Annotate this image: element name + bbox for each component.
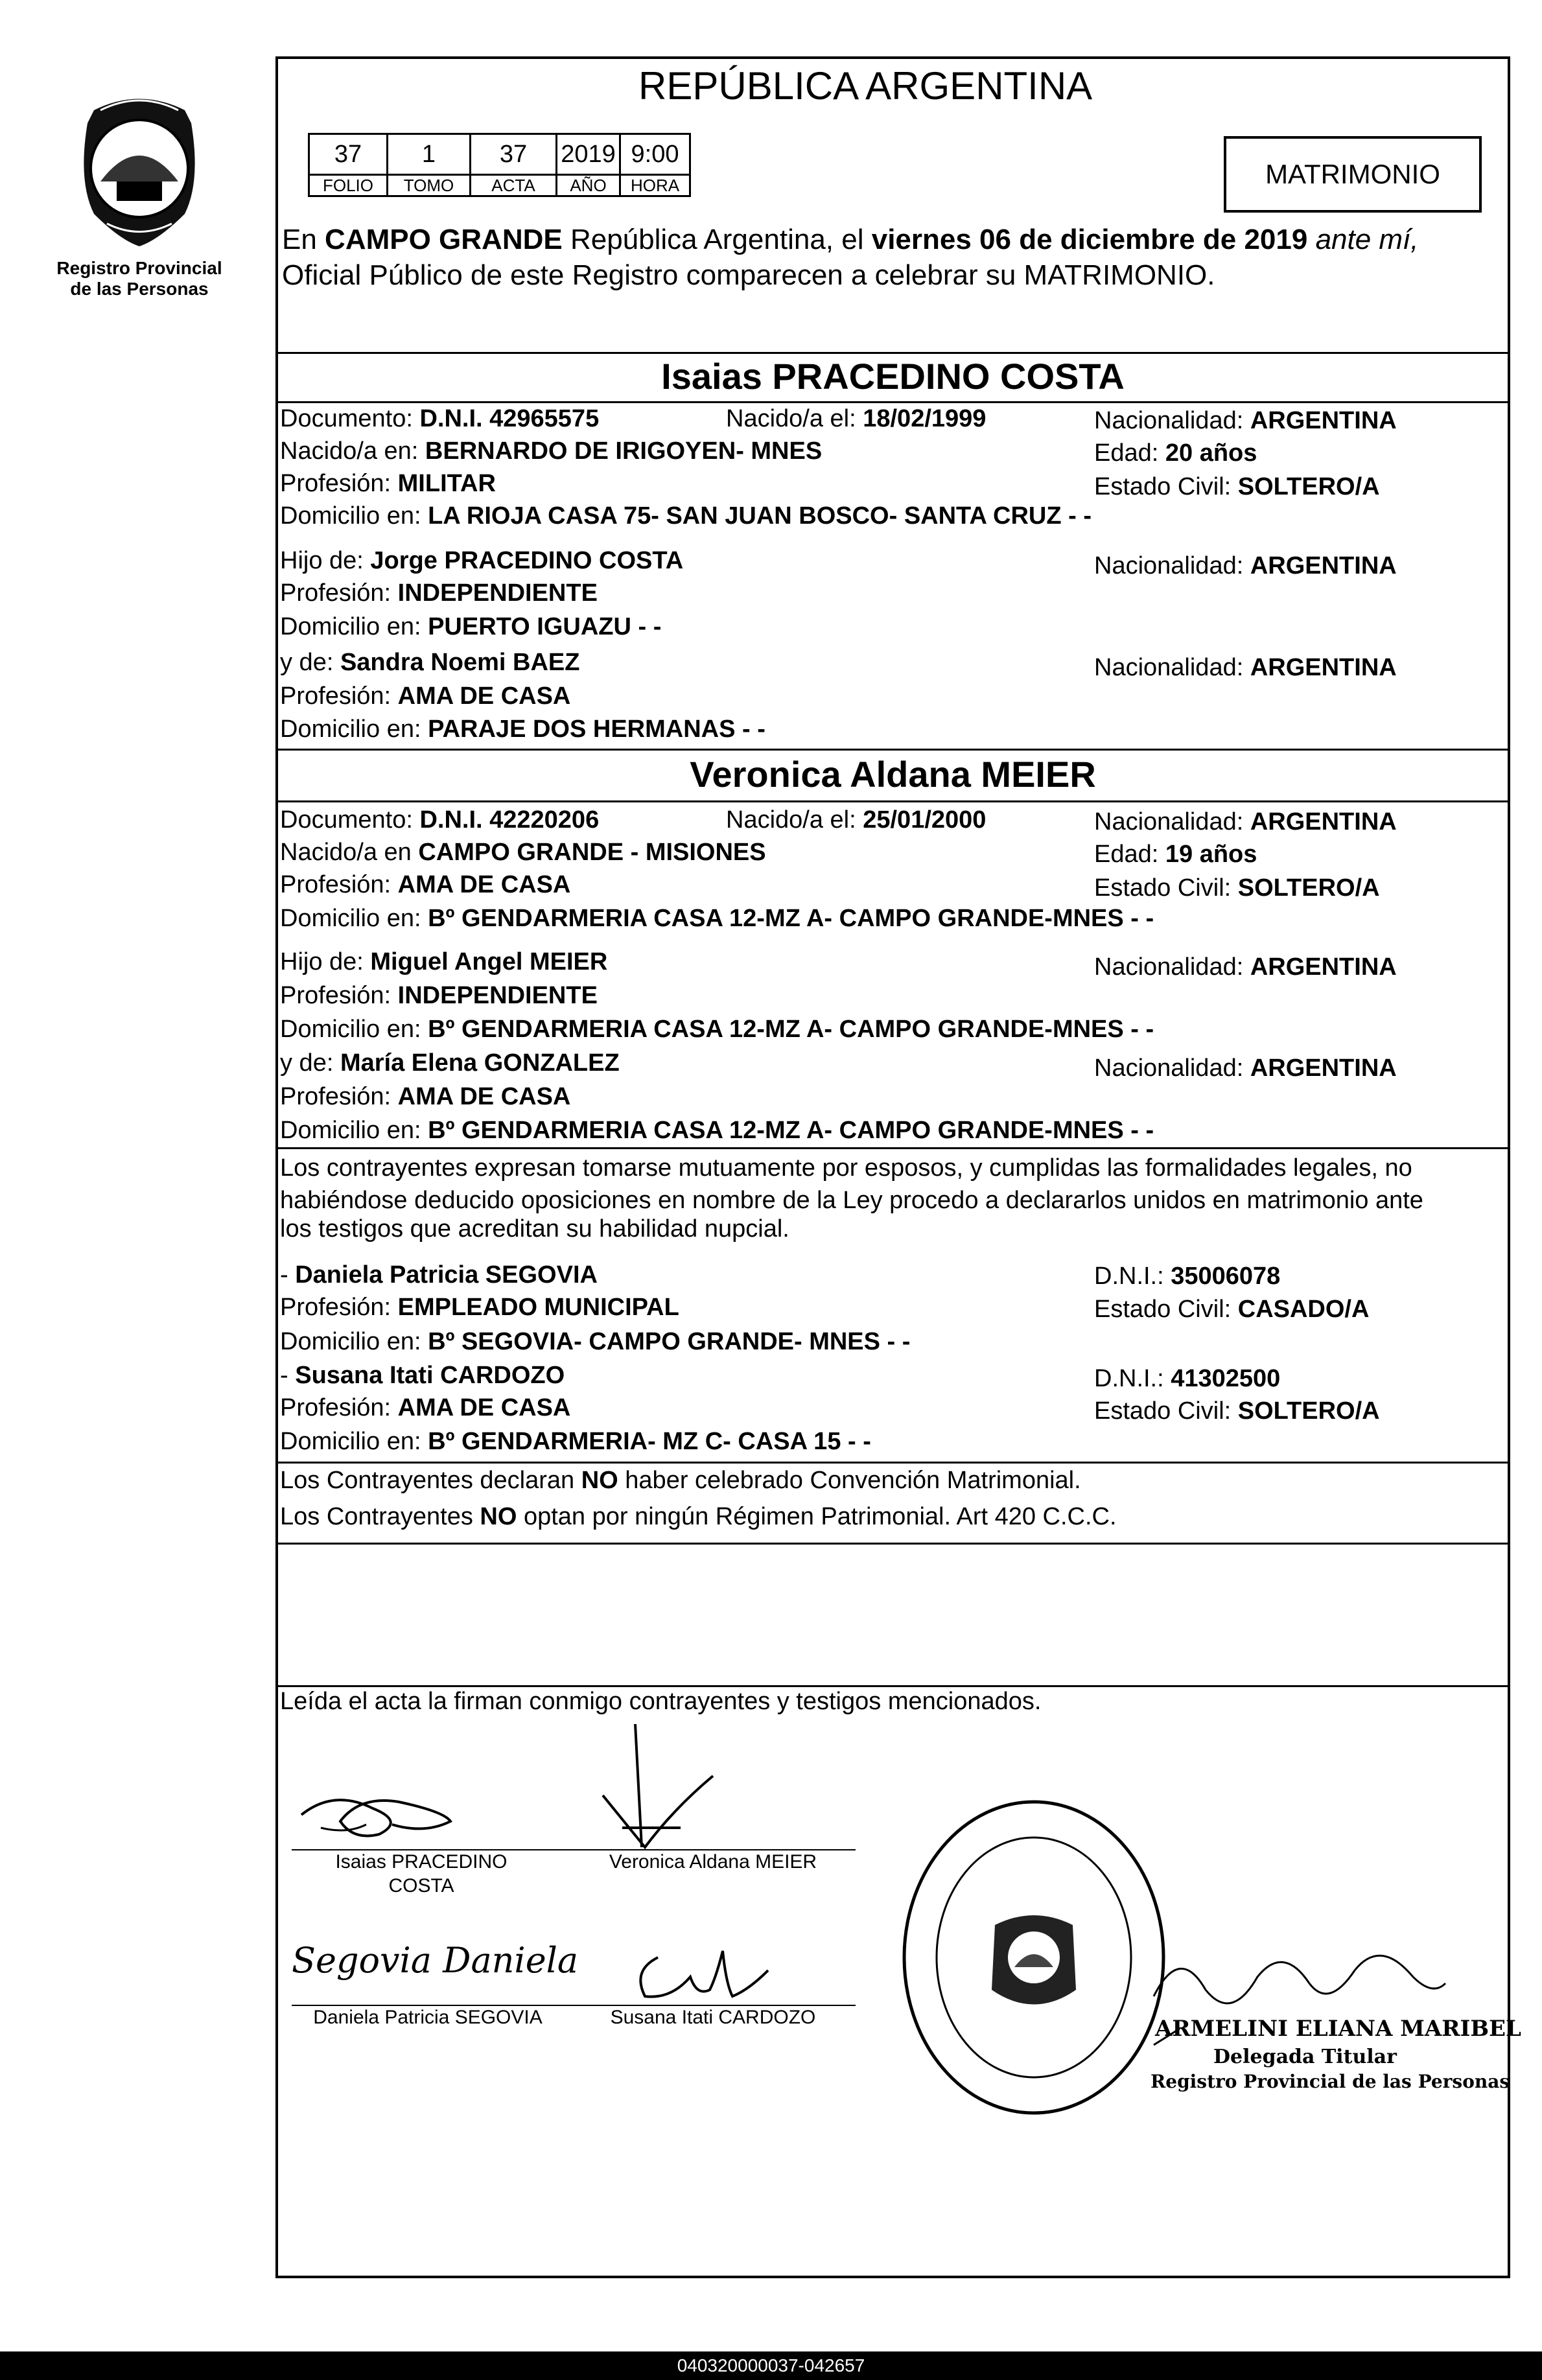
official-organization: Registro Provincial de las Personas: [1151, 2071, 1510, 2092]
tomo-value: 1: [388, 134, 471, 175]
divider: [275, 749, 1510, 751]
declaration-line-1: Los contrayentes expresan tomarse mutuamente por esposos, y cumplidas las formalidades legales, no: [280, 1154, 1412, 1182]
seal-caption-line1: Registro Provincial: [56, 258, 222, 278]
witness-1-name: - Daniela Patricia SEGOVIA: [280, 1261, 598, 1289]
witness-2-signature-line: [596, 2005, 856, 2006]
bride-father-profession: Profesión: INDEPENDIENTE: [280, 982, 598, 1009]
intro-line-1: [282, 224, 1419, 256]
divider: [275, 1462, 1510, 1464]
bride-mother: y de: María Elena GONZALEZ: [280, 1049, 620, 1077]
witness-2-signature-label: Susana Itati CARDOZO: [610, 2007, 816, 2028]
bride-born: Nacido/a el: 25/01/2000: [726, 806, 987, 834]
document-code-strip: [0, 2351, 1542, 2380]
official-role: Delegada Titular: [1213, 2046, 1397, 2068]
document-code: 040320000037-042657: [677, 2355, 865, 2375]
groom-father-address: Domicilio en: PUERTO IGUAZU - -: [280, 613, 662, 640]
divider: [275, 800, 1510, 802]
groom-signature-scribble: [295, 1776, 463, 1854]
witness-2-civil-status: Estado Civil: SOLTERO/A: [1094, 1397, 1380, 1425]
groom-mother-address: Domicilio en: PARAJE DOS HERMANAS - -: [280, 716, 765, 743]
divider: [275, 1147, 1510, 1149]
groom-signature-label-2: COSTA: [388, 1875, 454, 1896]
hora-value: 9:00: [620, 134, 690, 175]
bride-name-title: Veronica Aldana MEIER: [690, 754, 1096, 795]
groom-nationality: Nacionalidad: ARGENTINA: [1094, 407, 1397, 434]
groom-father-nationality: Nacionalidad: ARGENTINA: [1094, 552, 1397, 579]
intro-line-2: Oficial Público de este Registro comparecen a celebrar su MATRIMONIO.: [282, 259, 1215, 291]
witness-1-civil-status: Estado Civil: CASADO/A: [1094, 1296, 1370, 1323]
witness-1-profession: Profesión: EMPLEADO MUNICIPAL: [280, 1294, 679, 1321]
hora-label: HORA: [620, 175, 690, 196]
groom-civil-status: Estado Civil: SOLTERO/A: [1094, 473, 1380, 500]
bride-father-nationality: Nacionalidad: ARGENTINA: [1094, 953, 1397, 981]
declaration-line-3: los testigos que acreditan su habilidad nupcial.: [280, 1215, 789, 1242]
divider: [275, 401, 1510, 403]
bride-nationality: Nacionalidad: ARGENTINA: [1094, 808, 1397, 835]
bride-profession: Profesión: AMA DE CASA: [280, 871, 571, 898]
anio-label: AÑO: [557, 175, 620, 196]
divider: [275, 352, 1510, 354]
intro-p1: En: [282, 224, 325, 255]
intro-place: CAMPO GRANDE: [325, 224, 563, 255]
witness-1-dni: D.N.I.: 35006078: [1094, 1263, 1281, 1290]
groom-born: Nacido/a el: 18/02/1999: [726, 405, 987, 432]
bride-father: Hijo de: Miguel Angel MEIER: [280, 948, 608, 975]
seal-emblem-icon: [62, 84, 217, 259]
witness-2-dni: D.N.I.: 41302500: [1094, 1365, 1281, 1392]
bride-signature-scribble: [596, 1718, 726, 1867]
bride-age: Edad: 19 años: [1094, 841, 1257, 868]
convention-line-1: Los Contrayentes declaran NO haber celebrado Convención Matrimonial.: [280, 1467, 1081, 1494]
bride-mother-profession: Profesión: AMA DE CASA: [280, 1083, 571, 1110]
groom-age: Edad: 20 años: [1094, 439, 1257, 467]
witness-2-name: - Susana Itati CARDOZO: [280, 1362, 565, 1389]
intro-p2: República Argentina, el: [562, 224, 872, 255]
official-stamp: [898, 1795, 1170, 2119]
intro-p3: ante mí,: [1307, 224, 1419, 255]
witness-1-address: Domicilio en: Bº SEGOVIA- CAMPO GRANDE- MNES - -: [280, 1328, 911, 1355]
bride-address: Domicilio en: Bº GENDARMERIA CASA 12-MZ A- CAMPO GRANDE-MNES - -: [280, 905, 1154, 932]
seal-caption-line2: de las Personas: [70, 279, 209, 299]
groom-mother-nationality: Nacionalidad: ARGENTINA: [1094, 654, 1397, 681]
folio-label: FOLIO: [309, 175, 388, 196]
reading-note: Leída el acta la firman conmigo contrayentes y testigos mencionados.: [280, 1688, 1042, 1715]
groom-address: Domicilio en: LA RIOJA CASA 75- SAN JUAN BOSCO- SANTA CRUZ - -: [280, 502, 1092, 530]
intro-date: viernes 06 de diciembre de 2019: [871, 224, 1308, 255]
bride-signature-label: Veronica Aldana MEIER: [609, 1851, 817, 1872]
groom-signature-label-1: Isaias PRACEDINO: [335, 1851, 508, 1872]
groom-mother-profession: Profesión: AMA DE CASA: [280, 682, 571, 710]
witness-2-address: Domicilio en: Bº GENDARMERIA- MZ C- CASA 15 - -: [280, 1428, 871, 1455]
folio-value: 37: [309, 134, 388, 175]
witness-2-profession: Profesión: AMA DE CASA: [280, 1394, 571, 1421]
groom-name-title: Isaias PRACEDINO COSTA: [661, 356, 1125, 397]
act-type-box: [1224, 136, 1482, 213]
registry-table: [308, 133, 691, 197]
province-seal: [62, 84, 217, 259]
divider: [275, 1543, 1510, 1545]
convention-line-2: Los Contrayentes NO optan por ningún Régimen Patrimonial. Art 420 C.C.C.: [280, 1503, 1117, 1530]
tomo-label: TOMO: [388, 175, 471, 196]
groom-profession: Profesión: MILITAR: [280, 470, 496, 497]
groom-father: Hijo de: Jorge PRACEDINO COSTA: [280, 547, 684, 574]
groom-mother: y de: Sandra Noemi BAEZ: [280, 649, 580, 676]
witness-1-signature-line: [292, 2005, 596, 2006]
groom-father-profession: Profesión: INDEPENDIENTE: [280, 579, 598, 607]
groom-signature-line: [292, 1849, 596, 1850]
bride-civil-status: Estado Civil: SOLTERO/A: [1094, 874, 1380, 902]
acta-value: 37: [471, 134, 557, 175]
acta-label: ACTA: [471, 175, 557, 196]
witness-1-handwriting: Segovia Daniela: [292, 1940, 579, 1981]
groom-birthplace: Nacido/a en: BERNARDO DE IRIGOYEN- MNES: [280, 438, 823, 465]
bride-mother-nationality: Nacionalidad: ARGENTINA: [1094, 1055, 1397, 1082]
witness-1-signature-label: Daniela Patricia SEGOVIA: [313, 2007, 543, 2028]
bride-document: Documento: D.N.I. 42220206: [280, 806, 600, 834]
anio-value: 2019: [557, 134, 620, 175]
bride-father-address: Domicilio en: Bº GENDARMERIA CASA 12-MZ A- CAMPO GRANDE-MNES - -: [280, 1016, 1154, 1043]
act-type: MATRIMONIO: [1265, 159, 1440, 189]
groom-document: Documento: D.N.I. 42965575: [280, 405, 600, 432]
witness-2-signature-scribble: [619, 1938, 775, 2009]
declaration-line-2: habiéndose deducido oposiciones en nombre de la Ley procedo a declararlos unidos en matrimonio ante: [280, 1187, 1423, 1214]
bride-mother-address: Domicilio en: Bº GENDARMERIA CASA 12-MZ A- CAMPO GRANDE-MNES - -: [280, 1117, 1154, 1144]
page-title: REPÚBLICA ARGENTINA: [638, 64, 1093, 108]
bride-signature-line: [596, 1849, 856, 1850]
official-name: ARMELINI ELIANA MARIBEL: [1155, 2016, 1521, 2042]
bride-birthplace: Nacido/a en CAMPO GRANDE - MISIONES: [280, 839, 766, 866]
